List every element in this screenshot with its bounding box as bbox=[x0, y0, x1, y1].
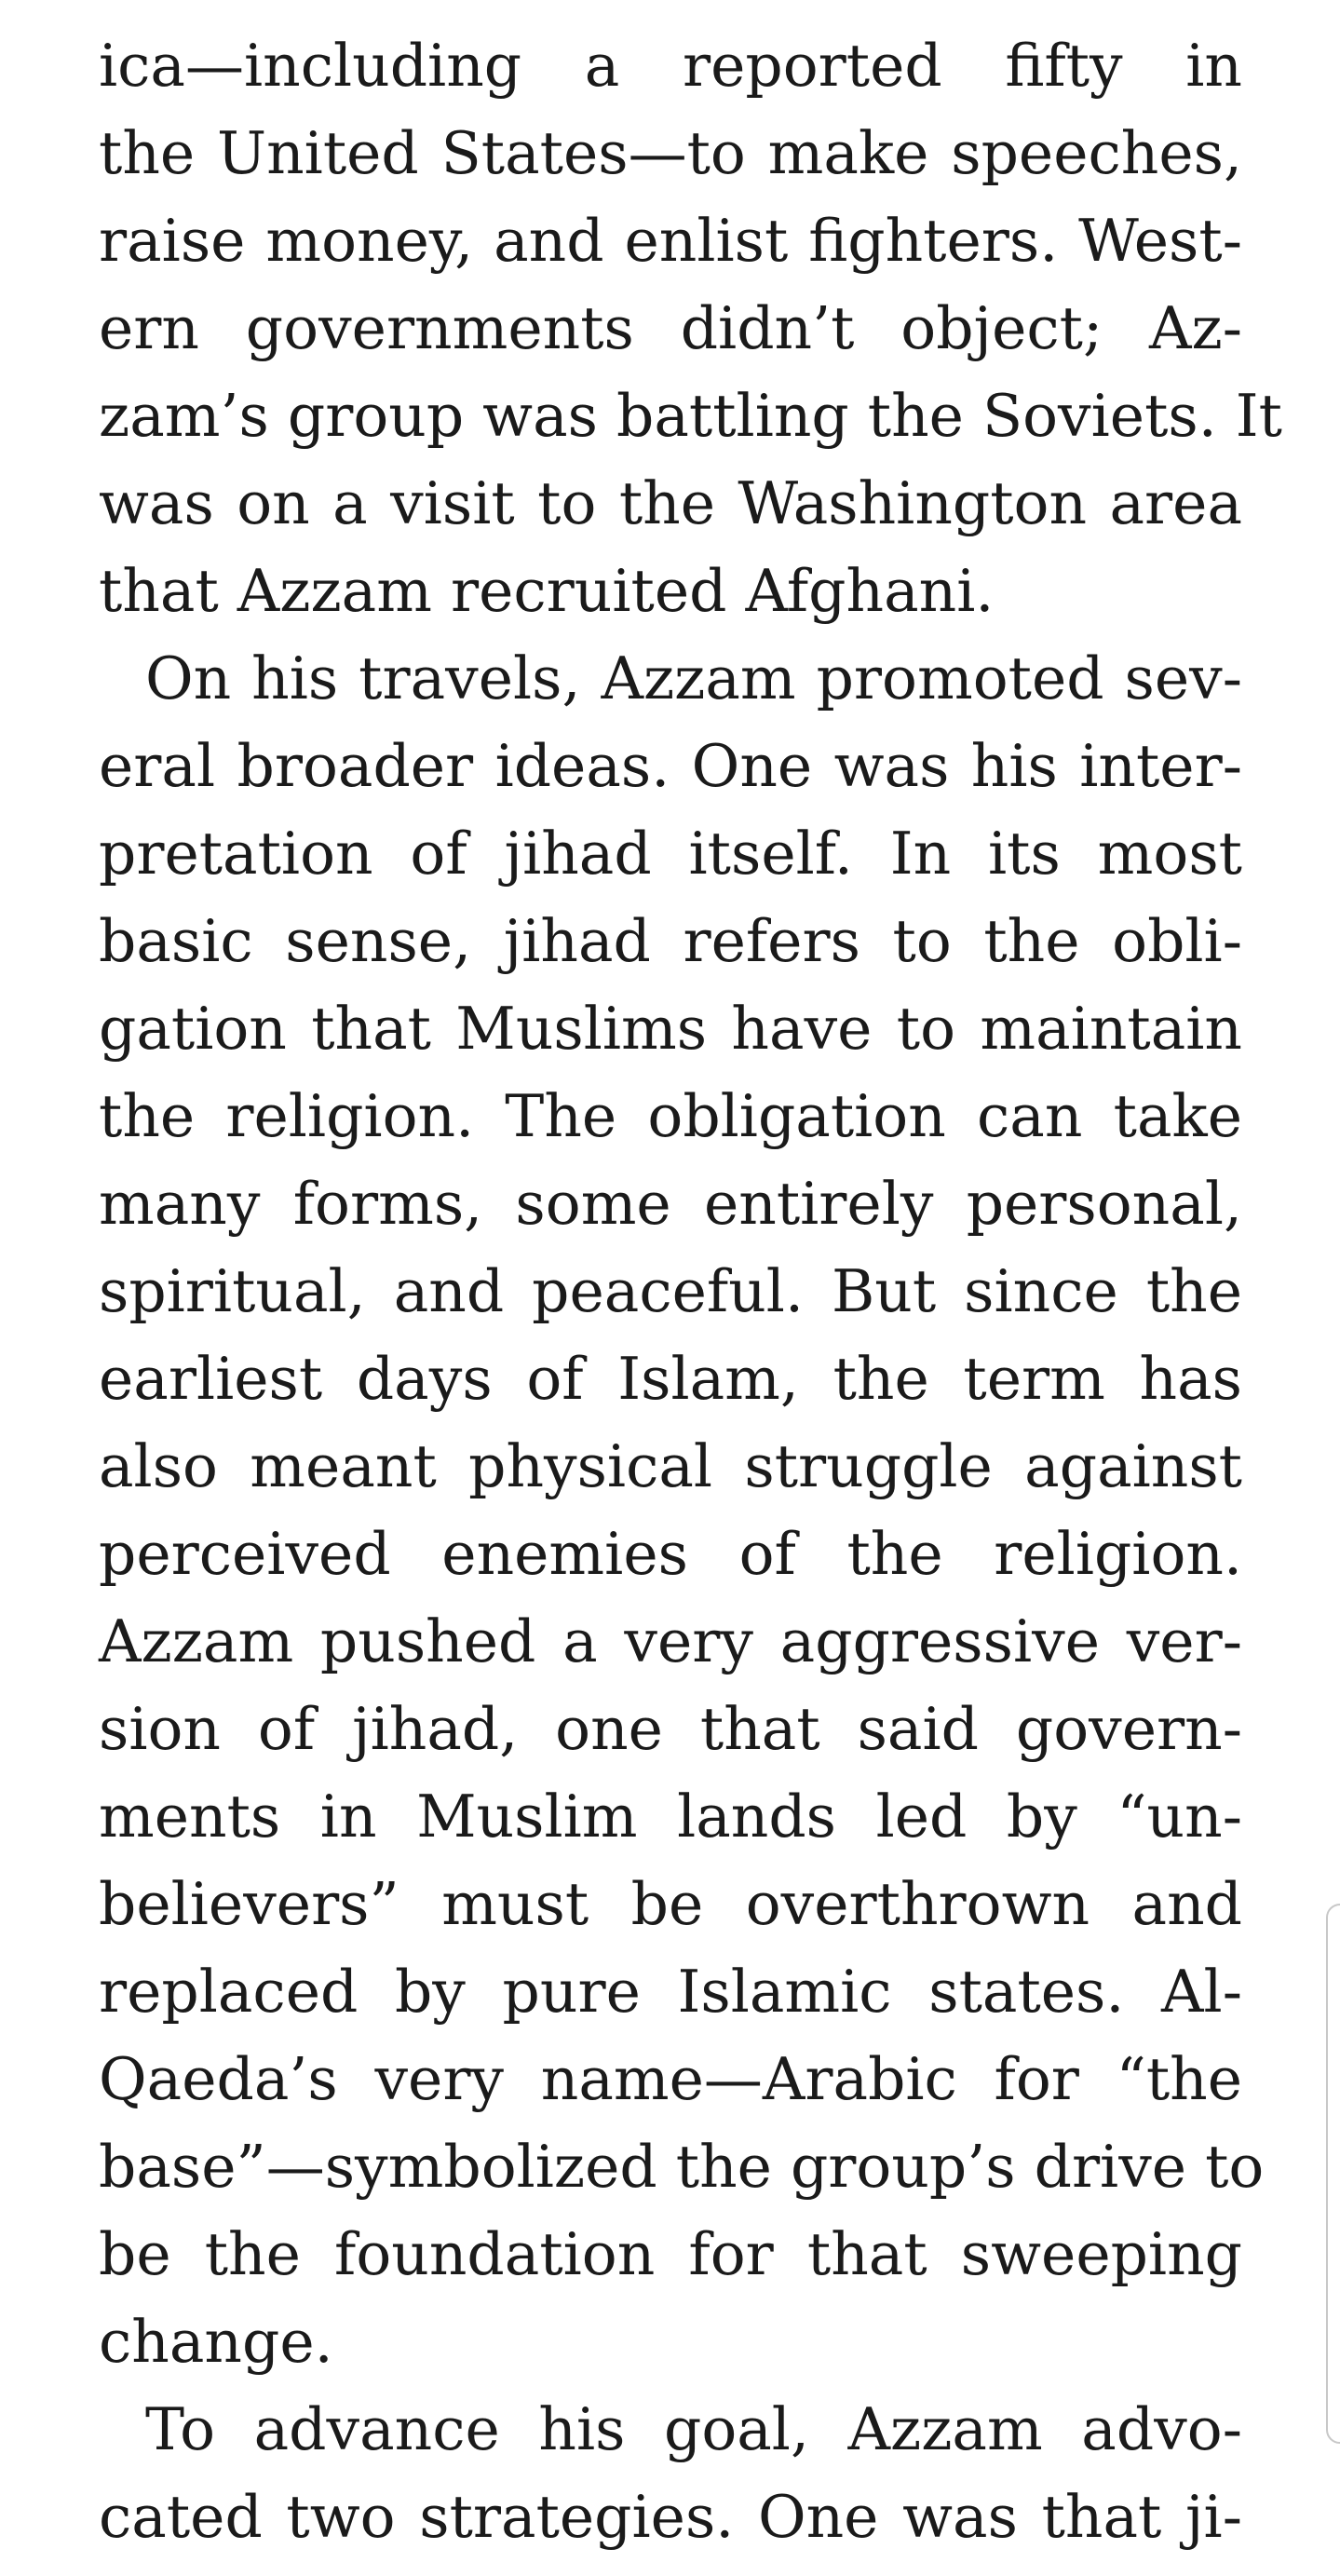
text-line: Azzam pushed a very aggressive ver- bbox=[99, 1607, 1242, 1675]
text-line: spiritual, and peaceful. But since the bbox=[99, 1257, 1242, 1325]
text-line: that Azzam recruited Afghani. bbox=[99, 557, 995, 625]
paragraph bbox=[99, 22, 1282, 635]
edge-panel-handle[interactable] bbox=[1326, 1904, 1340, 2444]
text-line: earliest days of Islam, the term has bbox=[99, 1345, 1242, 1413]
text-line: the religion. The obligation can take bbox=[99, 1082, 1242, 1150]
text-line: zam’s group was battling the Soviets. It bbox=[99, 382, 1282, 450]
text-line: the United States—to make speeches, bbox=[99, 119, 1242, 187]
text-line: believers” must be overthrown and bbox=[99, 1870, 1242, 1938]
text-line: pretation of jihad itself. In its most bbox=[99, 820, 1242, 888]
text-line: ments in Muslim lands led by “un- bbox=[99, 1783, 1242, 1851]
text-line: On his travels, Azzam promoted sev- bbox=[145, 644, 1242, 712]
text-line: many forms, some entirely personal, bbox=[99, 1170, 1242, 1238]
text-line: gation that Muslims have to maintain bbox=[99, 995, 1242, 1063]
text-line: eral broader ideas. One was his inter- bbox=[99, 732, 1242, 800]
text-line: change. bbox=[99, 2308, 333, 2376]
text-line: be the foundation for that sweeping bbox=[99, 2220, 1242, 2288]
text-line: Qaeda’s very name—Arabic for “the bbox=[99, 2045, 1242, 2113]
text-line: also meant physical struggle against bbox=[99, 1432, 1242, 1500]
paragraph bbox=[99, 635, 1265, 2386]
text-line: basic sense, jihad refers to the obli- bbox=[99, 907, 1242, 975]
text-line: ica—including a reported fifty in bbox=[99, 32, 1242, 100]
text-line: replaced by pure Islamic states. Al- bbox=[99, 1958, 1242, 2026]
text-line: To advance his goal, Azzam advo- bbox=[145, 2395, 1242, 2463]
book-text-column bbox=[99, 22, 1282, 2561]
text-line: raise money, and enlist fighters. West- bbox=[99, 207, 1242, 275]
text-line: ern governments didn’t object; Az- bbox=[99, 294, 1242, 362]
text-line: was on a visit to the Washington area bbox=[99, 469, 1242, 537]
text-line: base”—symbolized the group’s drive to bbox=[99, 2133, 1265, 2201]
paragraph bbox=[99, 2386, 1242, 2561]
text-line: cated two strategies. One was that ji- bbox=[99, 2483, 1242, 2551]
text-line: sion of jihad, one that said govern- bbox=[99, 1695, 1242, 1763]
text-line: perceived enemies of the religion. bbox=[99, 1520, 1242, 1588]
